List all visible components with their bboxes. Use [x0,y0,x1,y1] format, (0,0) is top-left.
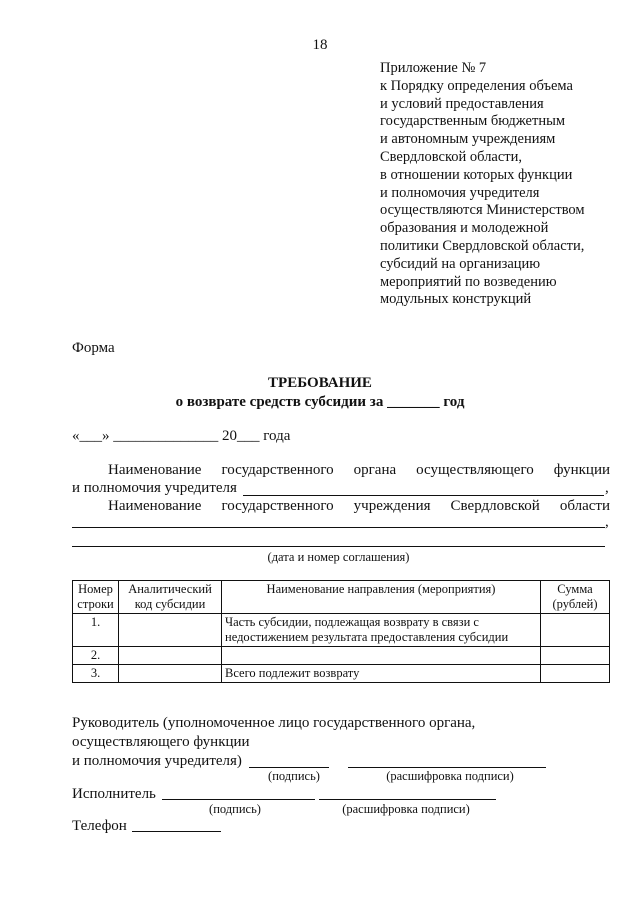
direction-name-cell: Часть субсидии, подлежащая возврату в связи с недостижением результата предоставления субсидии [222,614,541,647]
analytic-code-cell[interactable] [119,647,222,665]
header-direction-name: Наименование направления (мероприятия) [222,581,541,614]
appendix-line: и условий предоставления [380,95,544,112]
table-row [73,665,610,683]
organ-name-line-1: Наименование государственного органа осуществляющего функции [108,462,610,478]
document-title [0,374,640,412]
appendix-line: политики Свердловской области, [380,237,585,254]
head-signature-field[interactable] [249,767,329,768]
sum-cell[interactable] [541,647,610,665]
appendix-line: и полномочия учредителя [380,184,540,201]
agreement-caption: (дата и номер соглашения) [267,550,410,564]
head-decode-field[interactable] [348,767,546,768]
row-number: 2. [73,647,119,665]
head-decode-caption: (расшифровка подписи) [386,769,514,783]
organ-name-label: и полномочия учредителя [72,480,237,496]
form-label: Форма [72,340,115,356]
table-header-row [73,581,610,614]
organ-comma: , [605,480,609,496]
phone-label: Телефон [72,818,127,834]
appendix-line: осуществляются Министерством [380,202,585,219]
institution-name-line-1: Наименование государственного учреждения Свердловской области [108,498,610,514]
title-line-2: о возврате средств субсидии за _______ год [175,394,465,410]
institution-comma: , [605,514,609,530]
header-row-number: Номер строки [73,581,119,614]
analytic-code-cell[interactable] [119,614,222,647]
executor-signature-field[interactable] [162,799,315,800]
appendix-line: образования и молодежной [380,220,549,237]
executor-sign-caption: (подпись) [209,802,261,816]
institution-name-field[interactable] [72,527,605,528]
header-analytic-code: Аналитический код субсидии [119,581,222,614]
appendix-line: модульных конструкций [380,291,532,308]
direction-name-cell: Всего подлежит возврату [222,665,541,683]
header-sum: Сумма (рублей) [541,581,610,614]
direction-name-cell[interactable] [222,647,541,665]
executor-label: Исполнитель [72,786,156,802]
row-number: 3. [73,665,119,683]
executor-decode-field[interactable] [319,799,496,800]
page-number: 18 [312,37,328,53]
appendix-line: к Порядку определения объема [380,77,573,94]
appendix-line: субсидий на организацию [380,255,541,272]
table-row [73,647,610,665]
title-line-1: ТРЕБОВАНИЕ [268,375,372,391]
analytic-code-cell[interactable] [119,665,222,683]
appendix-line: мероприятий по возведению [380,273,557,290]
date-line: «___» ______________ 20___ года [72,428,291,444]
agreement-field[interactable] [72,546,605,547]
appendix-line: и автономным учреждениям [380,131,556,148]
appendix-line: государственным бюджетным [380,113,566,130]
executor-decode-caption: (расшифровка подписи) [342,802,470,816]
head-line-1: Руководитель (уполномоченное лицо государственного органа, [72,715,476,731]
phone-field[interactable] [132,831,221,832]
table-row [73,614,610,647]
head-line-2: осуществляющего функции [72,734,250,750]
appendix-line: в отношении которых функции [380,166,573,183]
organ-name-field[interactable] [243,495,604,496]
appendix-line: Приложение № 7 [380,60,487,76]
sum-cell[interactable] [541,665,610,683]
appendix-block [380,60,630,309]
row-number: 1. [73,614,119,647]
head-sign-caption: (подпись) [268,769,320,783]
appendix-line: Свердловской области, [380,148,523,165]
head-line-3: и полномочия учредителя) [72,753,242,769]
refund-table [72,580,610,683]
sum-cell[interactable] [541,614,610,647]
